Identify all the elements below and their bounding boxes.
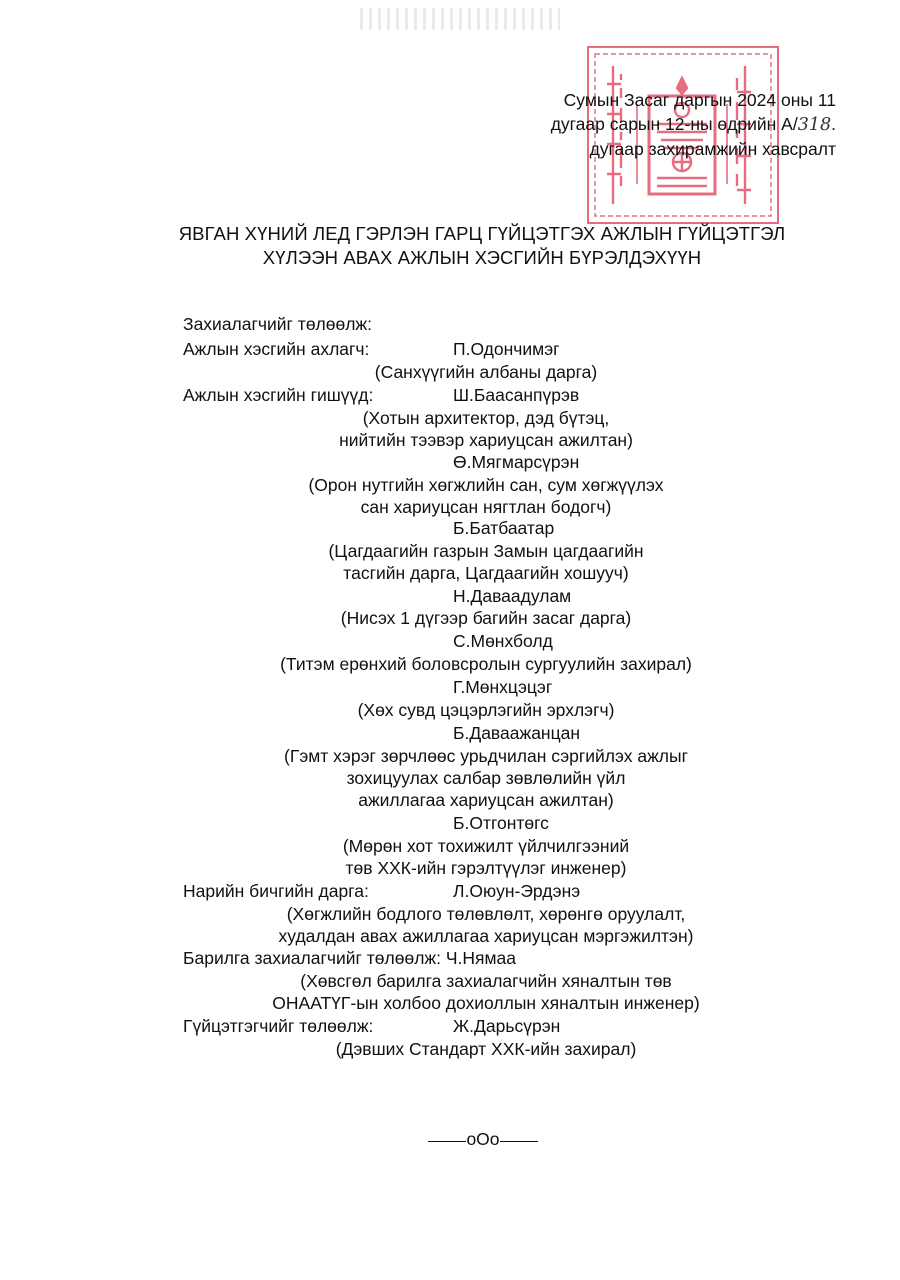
contractor-role-line: (Дэвших Стандарт ХХК-ийн захирал) (335, 1039, 637, 1059)
member-name: Б.Батбаатар (453, 518, 555, 538)
member-role-line: (Хотын архитектор, дэд бүтэц, (362, 408, 610, 428)
decree-number: 318 (797, 115, 832, 135)
closing-dash-left (428, 1141, 466, 1142)
member-role-line: ажиллагаа хариуцсан ажилтан) (358, 790, 614, 810)
member-role-line: нийтийн тээвэр хариуцсан ажилтан) (339, 430, 633, 450)
title-line-2: ХҮЛЭЭН АВАХ АЖЛЫН ХЭСГИЙН БҮРЭЛДЭХҮҮН (262, 247, 702, 268)
title-line-1: ЯВГАН ХҮНИЙ ЛЕД ГЭРЛЭН ГАРЦ ГҮЙЦЭТГЭХ АЖЛЫН ГҮЙЦЭТГЭЛ (178, 223, 786, 244)
closing-dash-right (500, 1141, 538, 1142)
closing-text: oOo (466, 1129, 500, 1149)
member-name: Ш.Баасанпүрэв (453, 385, 580, 405)
secretary-name: Л.Оюун-Эрдэнэ (453, 881, 581, 901)
document-title (120, 222, 844, 270)
bleed-through-text (360, 8, 560, 30)
annex-line-1: Сумын Засаг даргын 2024 оны 11 (563, 90, 836, 110)
member-name: Ө.Мягмарсүрэн (453, 452, 580, 472)
secretary-role-line: худалдан авах ажиллагаа хариуцсан мэргэжилтэн) (278, 926, 694, 946)
label-members: Ажлын хэсгийн гишүүд: (183, 385, 374, 405)
member-role-line: төв ХХК-ийн гэрэлтүүлэг инженер) (345, 858, 627, 878)
member-name: Б.Даваажанцан (453, 723, 581, 743)
member-name: Н.Даваадулам (453, 586, 572, 606)
member-role-line: сан хариуцсан нягтлан бодогч) (360, 497, 612, 517)
member-role-line: (Хөх сувд цэцэрлэгийн эрхлэгч) (357, 700, 615, 720)
member-role-line: (Нисэх 1 дүгээр багийн засаг дарга) (340, 608, 632, 628)
label-secretary: Нарийн бичгийн дарга: (183, 881, 369, 901)
closing-mark (0, 1129, 900, 1150)
member-role-line: тасгийн дарга, Цагдаагийн хошууч) (343, 563, 629, 583)
head-name: П.Одончимэг (453, 339, 560, 359)
member-role-line: (Гэмт хэрэг зөрчлөөс урьдчилан сэргийлэх ажлыг (284, 746, 688, 766)
secretary-role-line: (Хөгжлийн бодлого төлөвлөлт, хөрөнгө оруулалт, (286, 904, 686, 924)
member-name: Г.Мөнхцэцэг (453, 677, 553, 697)
member-role-line: (Орон нутгийн хөгжлийн сан, сум хөгжүүлэх (308, 475, 664, 495)
member-name: С.Мөнхболд (453, 631, 553, 651)
member-role-line: (Титэм ерөнхий боловсролын сургуулийн захирал) (280, 654, 692, 674)
contractor-name: Ж.Дарьсүрэн (453, 1016, 561, 1036)
member-role-line: (Цагдаагийн газрын Замын цагдаагийн (328, 541, 644, 561)
member-role-line: (Мөрөн хот тохижилт үйлчилгээний (342, 836, 630, 856)
label-client-rep: Захиалагчийг төлөөлж: (183, 314, 373, 334)
label-contractor: Гүйцэтгэгчийг төлөөлж: (183, 1016, 374, 1036)
construction-client-role-line: ОНААТҮГ-ын холбоо дохиоллын хяналтын инженер) (272, 993, 700, 1013)
label-head: Ажлын хэсгийн ахлагч: (183, 339, 370, 359)
head-role: (Санхүүгийн албаны дарга) (374, 362, 598, 382)
annex-line-3: дугаар захирамжийн хавсралт (589, 139, 836, 159)
annex-reference (506, 88, 836, 161)
annex-line-2-text: дугаар сарын 12-ны өдрийн А/ (550, 114, 798, 134)
member-role-line: зохицуулах салбар зөвлөлийн үйл (346, 768, 626, 788)
construction-client-role-line: (Хөвсгөл барилга захиалагчийн хяналтын төв (300, 971, 672, 991)
label-construction-client: Барилга захиалагчийг төлөөлж: Ч.Нямаа (183, 948, 516, 968)
member-name: Б.Отгонтөгс (453, 813, 549, 833)
annex-line-2: дугаар сарын 12-ны өдрийн А/318. (550, 114, 836, 135)
